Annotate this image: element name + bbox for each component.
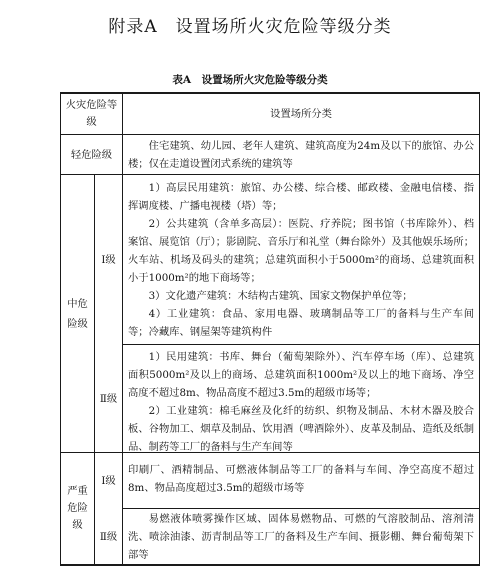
light-hazard-description: 住宅建筑、幼儿园、老年人建筑、建筑高度为24m及以下的旅馆、办公楼；仅在走道设置闭式系统的建筑等	[128, 140, 474, 170]
severe-hazard-grade-2: Ⅱ级	[99, 530, 118, 543]
header-hazard-level: 火灾危险等级	[65, 99, 118, 128]
light-hazard-level: 轻危险级	[70, 148, 113, 161]
medium-hazard-grade-1: Ⅰ级	[101, 253, 116, 266]
medium-hazard-grade-1-description: 1）高层民用建筑：旅馆、办公楼、综合楼、邮政楼、金融电信楼、指挥调度楼、广播电视楼（塔）等； 2）公共建筑（含单多高层）：医院、疗养院；图书馆（书库除外）、档案馆、展览馆（厅）；影剧院、音乐厅和礼堂（舞台除外）及其他娱乐场所；火车站、机场及码头的建筑；总建筑面积小于5000m²的商场、总建筑面积小于1000m²的地下商场等； 3）文化遗产建筑：木结构古建筑、国家文物保护单位等； 4）工业建筑：食品、家用电器、玻璃制品等工厂的备料与生产车间等；冷藏库、钢屋架等建筑构件	[128, 182, 474, 338]
severe-hazard-level: 严重危险级	[67, 485, 88, 531]
severe-hazard-grade-2-description: 易燃液体喷雾操作区域、固体易燃物品、可燃的气溶胶制品、溶剂清洗、喷涂油漆、沥青制品等工厂的备料及生产车间、摄影棚、舞台葡萄架下部等	[128, 513, 474, 561]
header-place-category: 设置场所分类	[270, 108, 332, 120]
appendix-title: 附录A 设置场所火灾危险等级分类	[108, 17, 392, 37]
severe-hazard-grade-1: Ⅰ级	[101, 474, 116, 487]
severe-hazard-grade-1-description: 印刷厂、酒精制品、可燃液体制品等工厂的备料与车间、净空高度不超过8m、物品高度超过3.5m的超级市场等	[128, 464, 474, 494]
table-caption: 表A 设置场所火灾危险等级分类	[172, 74, 328, 86]
medium-hazard-grade-2: Ⅱ级	[99, 392, 118, 405]
medium-hazard-grade-2-description: 1）民用建筑：书库、舞台（葡萄架除外）、汽车停车场（库）、总建筑面积5000m²及以上的商场、总建筑面积1000m²及以上的地下商场、净空高度不超过8m、物品高度不超过3.5m的超级市场等； 2）工业建筑：棉毛麻丝及化纤的纺织、织物及制品、木材木器及胶合板、谷物加工、烟草及制品、饮用酒（啤酒除外）、皮革及制品、造纸及纸制品、制药等工厂的备料与生产车间等	[128, 351, 474, 453]
medium-hazard-level: 中危险级	[67, 297, 88, 330]
